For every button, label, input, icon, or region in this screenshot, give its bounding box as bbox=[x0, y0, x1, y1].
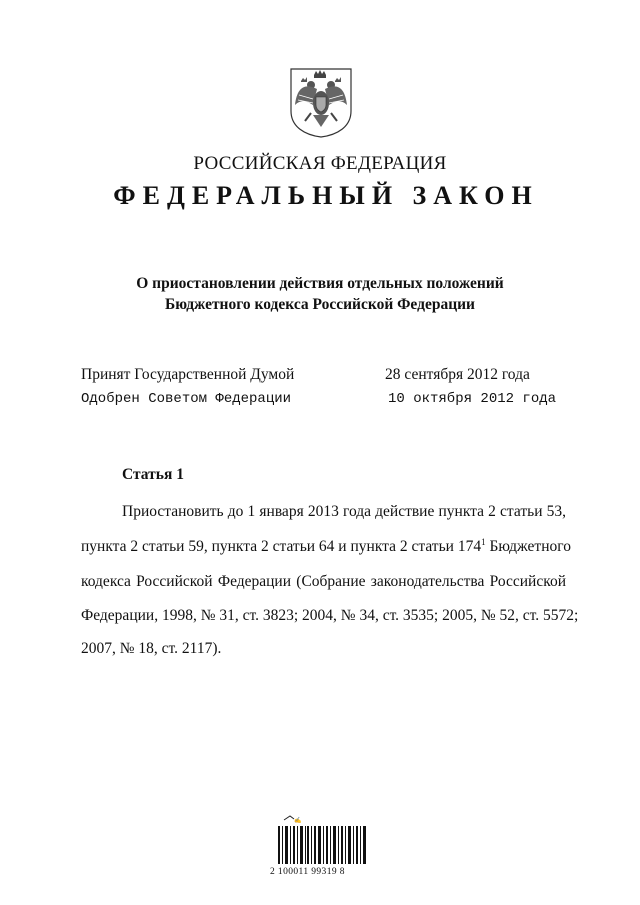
law-title-line-1: О приостановлении действия отдельных положений bbox=[136, 275, 504, 292]
article-text-line-1: Приостановить до 1 января 2013 года действие пункта 2 статьи 53, bbox=[122, 503, 566, 520]
article-text-line-2 bbox=[81, 537, 571, 556]
country-heading: РОССИЙСКАЯ ФЕДЕРАЦИЯ bbox=[193, 153, 447, 174]
article-heading: Статья 1 bbox=[122, 466, 184, 483]
article-text-line-2a: пункта 2 статьи 59, пункта 2 статьи 64 и пункта 2 статьи 174 bbox=[81, 538, 482, 555]
council-approval-label: Одобрен Советом Федерации bbox=[81, 391, 292, 407]
article-superscript: 1 bbox=[481, 537, 486, 547]
barcode-number: 2 100011 99319 8 bbox=[270, 867, 345, 877]
article-text-line-4: Федерации, 1998, № 31, ст. 3823; 2004, № 34, ст. 3535; 2005, № 52, ст. 5572; bbox=[81, 607, 579, 624]
document-type: ФЕДЕРАЛЬНЫЙ ЗАКОН bbox=[113, 181, 539, 210]
article-text-line-3: кодекса Российской Федерации (Собрание законодательства Российской bbox=[81, 573, 566, 590]
law-title-line-2: Бюджетного кодекса Российской Федерации bbox=[164, 296, 475, 313]
council-approval-date: 10 октября 2012 года bbox=[388, 391, 557, 407]
coat-of-arms-icon bbox=[287, 65, 355, 139]
svg-text:✍: ✍ bbox=[294, 818, 302, 824]
duma-adoption-label: Принят Государственной Думой bbox=[81, 366, 295, 383]
law-title bbox=[0, 273, 640, 315]
article-text-line-2b: Бюджетного bbox=[485, 538, 571, 555]
article-text-line-5: 2007, № 18, ст. 2117). bbox=[81, 640, 222, 657]
duma-adoption-date: 28 сентября 2012 года bbox=[385, 366, 530, 383]
